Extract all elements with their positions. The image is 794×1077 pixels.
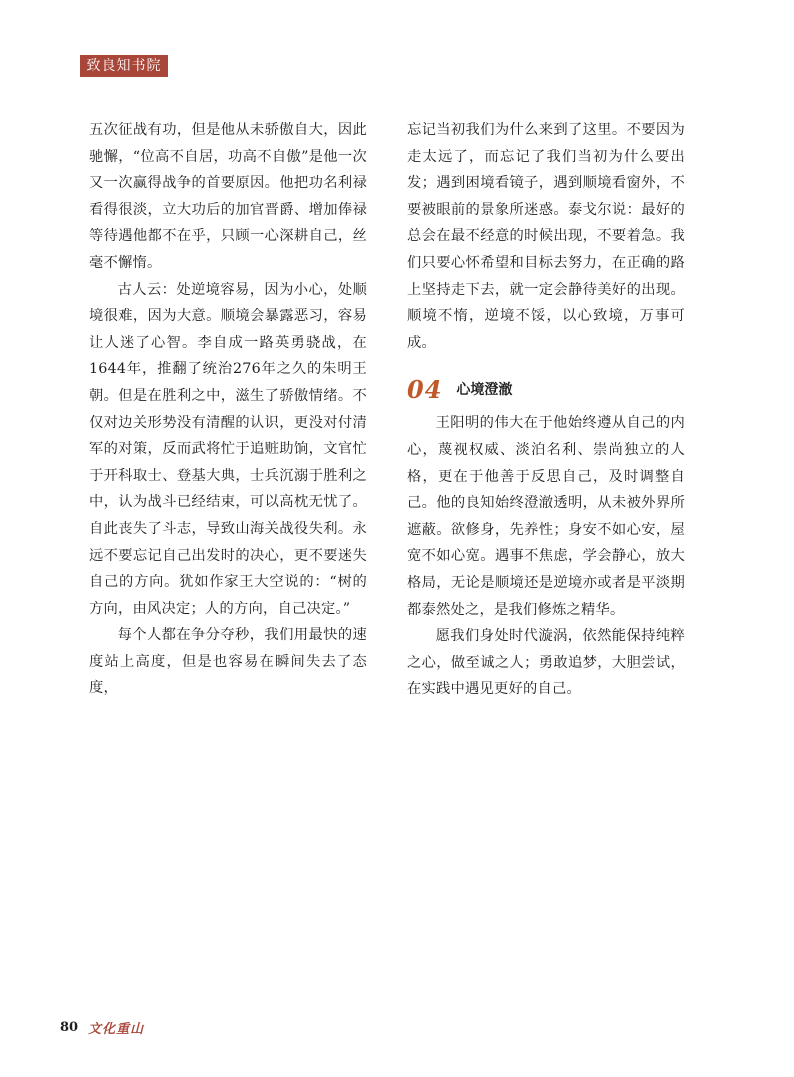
body-paragraph: 忘记当初我们为什么来到了这里。不要因为走太远了，而忘记了我们当初为什么要出发；遇到困境看镜子，遇到顺境看窗外，不要被眼前的景象所迷惑。泰戈尔说：最好的总会在最不经意的时候出现，不要着急。我们只要心怀希望和目标去努力，在正确的路上坚持走下去，就一定会静待美好的出现。顺境不惰，逆境不馁，以心致境，万事可成。 — [407, 122, 685, 351]
body-paragraph: 愿我们身处时代漩涡，依然能保持纯粹之心，做至诚之人；勇敢追梦，大胆尝试，在实践中遇见更好的自己。 — [407, 628, 685, 698]
body-paragraph: 每个人都在争分夺秒，我们用最快的速度站上高度，但是也容易在瞬间失去了态度， — [89, 627, 367, 697]
body-paragraph: 王阳明的伟大在于他始终遵从自己的内心，蔑视权威、淡泊名利、崇尚独立的人格，更在于他善于反思自己，及时调整自己。他的良知始终澄澈透明，从未被外界所遮蔽。欲修身，先养性；身安不如心安，屋宽不如心宽。遇事不焦虑，学会静心，放大格局，无论是顺境还是逆境亦或者是平淡期都泰然处之，是我们修炼之精华。 — [407, 415, 685, 618]
section-heading — [407, 372, 685, 406]
magazine-logo: 文化重山 — [88, 1022, 145, 1037]
page-footer — [60, 1018, 144, 1037]
section-tag: 致良知书院 — [80, 55, 168, 77]
left-column — [89, 117, 367, 702]
section-title: 心境澄澈 — [456, 382, 513, 399]
body-paragraph: 五次征战有功，但是他从未骄傲自大，因此驰懈，“位高不自居，功高不自傲”是他一次又一次赢得战争的首要原因。他把功名利禄看得很淡，立大功后的加官晋爵、增加俸禄等待遇他都不在乎，只顾一心深耕自己，丝毫不懈惰。 — [89, 122, 367, 271]
body-paragraph: 古人云：处逆境容易，因为小心，处顺境很难，因为大意。顺境会暴露恶习，容易让人迷了心智。李自成一路英勇骁战，在1644年，推翻了统治276年之久的朱明王朝。但是在胜利之中，滋生了骄傲情绪。不仅对边关形势没有清醒的认识，更没对付清军的对策，反而武将忙于追赃助饷，文官忙于开科取士、登基大典，士兵沉溺于胜利之中，认为战斗已经结束，可以高枕无忧了。自此丧失了斗志，导致山海关战役失利。永远不要忘记自己出发时的决心，更不要迷失自己的方向。犹如作家王大空说的：“树的方向，由风决定；人的方向，自己决定。” — [89, 281, 367, 617]
section-number: 04 — [407, 374, 443, 404]
page-number: 80 — [60, 1020, 79, 1035]
right-column — [407, 117, 685, 703]
